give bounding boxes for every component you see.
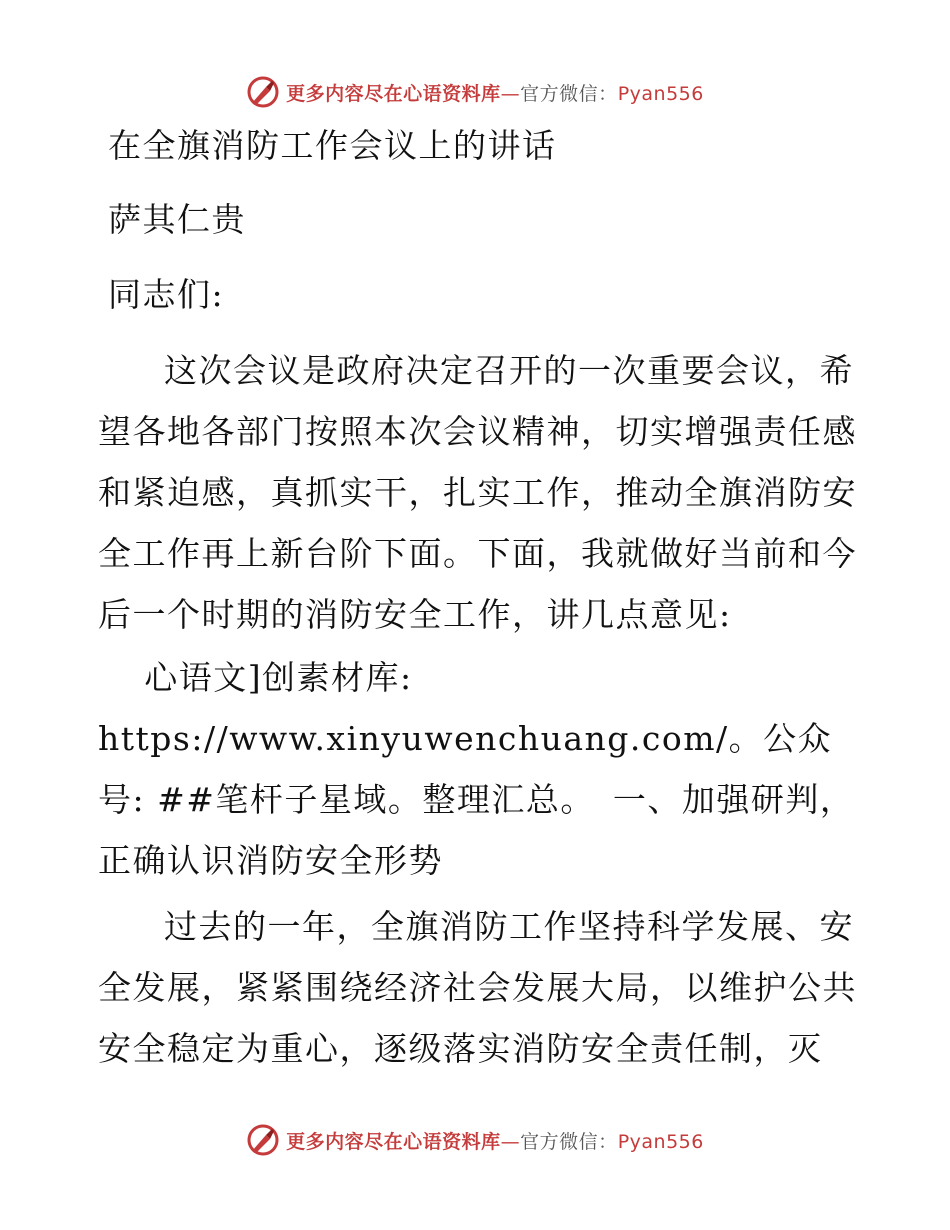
watermark-brand: 更多内容尽在心语资料库 — [286, 1130, 501, 1153]
footer-watermark — [0, 1120, 950, 1160]
watermark-brand: 更多内容尽在心语资料库 — [286, 82, 501, 105]
watermark-dash: — — [500, 82, 521, 105]
document-title: 在全旗消防工作会议上的讲话 — [108, 126, 557, 165]
watermark-official-label: 官方微信： — [520, 82, 618, 105]
watermark-wechat-id: Pyan556 — [617, 1130, 704, 1153]
watermark-text — [286, 79, 704, 106]
document-author: 萨其仁贵 — [108, 200, 246, 239]
watermark-dash: — — [500, 1130, 521, 1153]
paragraph-source: 心语文]创素材库: https://www.xinyuwenchuang.com/。公众号: ##笔杆子星域。整理汇总。 一、加强研判，正确认识消防安全形势 — [98, 658, 855, 880]
paragraph-intro: 这次会议是政府决定召开的一次重要会议，希望各地各部门按照本次会议精神，切实增强责任感和紧迫感，真抓实干，扎实工作，推动全旗消防安全工作再上新台阶下面。下面，我就做好当前和今后一个时期的消防安全工作，讲几点意见: — [98, 351, 857, 634]
pen-logo-icon — [246, 1123, 280, 1157]
pen-logo-icon — [246, 75, 280, 109]
paragraph-review: 过去的一年，全旗消防工作坚持科学发展、安全发展，紧紧围绕经济社会发展大局，以维护公共安全稳定为重心，逐级落实消防安全责任制，灭 — [98, 907, 857, 1068]
watermark-text — [286, 1127, 704, 1154]
header-watermark — [0, 72, 950, 112]
watermark-official-label: 官方微信： — [520, 1130, 618, 1153]
greeting: 同志们: — [108, 275, 225, 314]
watermark-wechat-id: Pyan556 — [617, 82, 704, 105]
